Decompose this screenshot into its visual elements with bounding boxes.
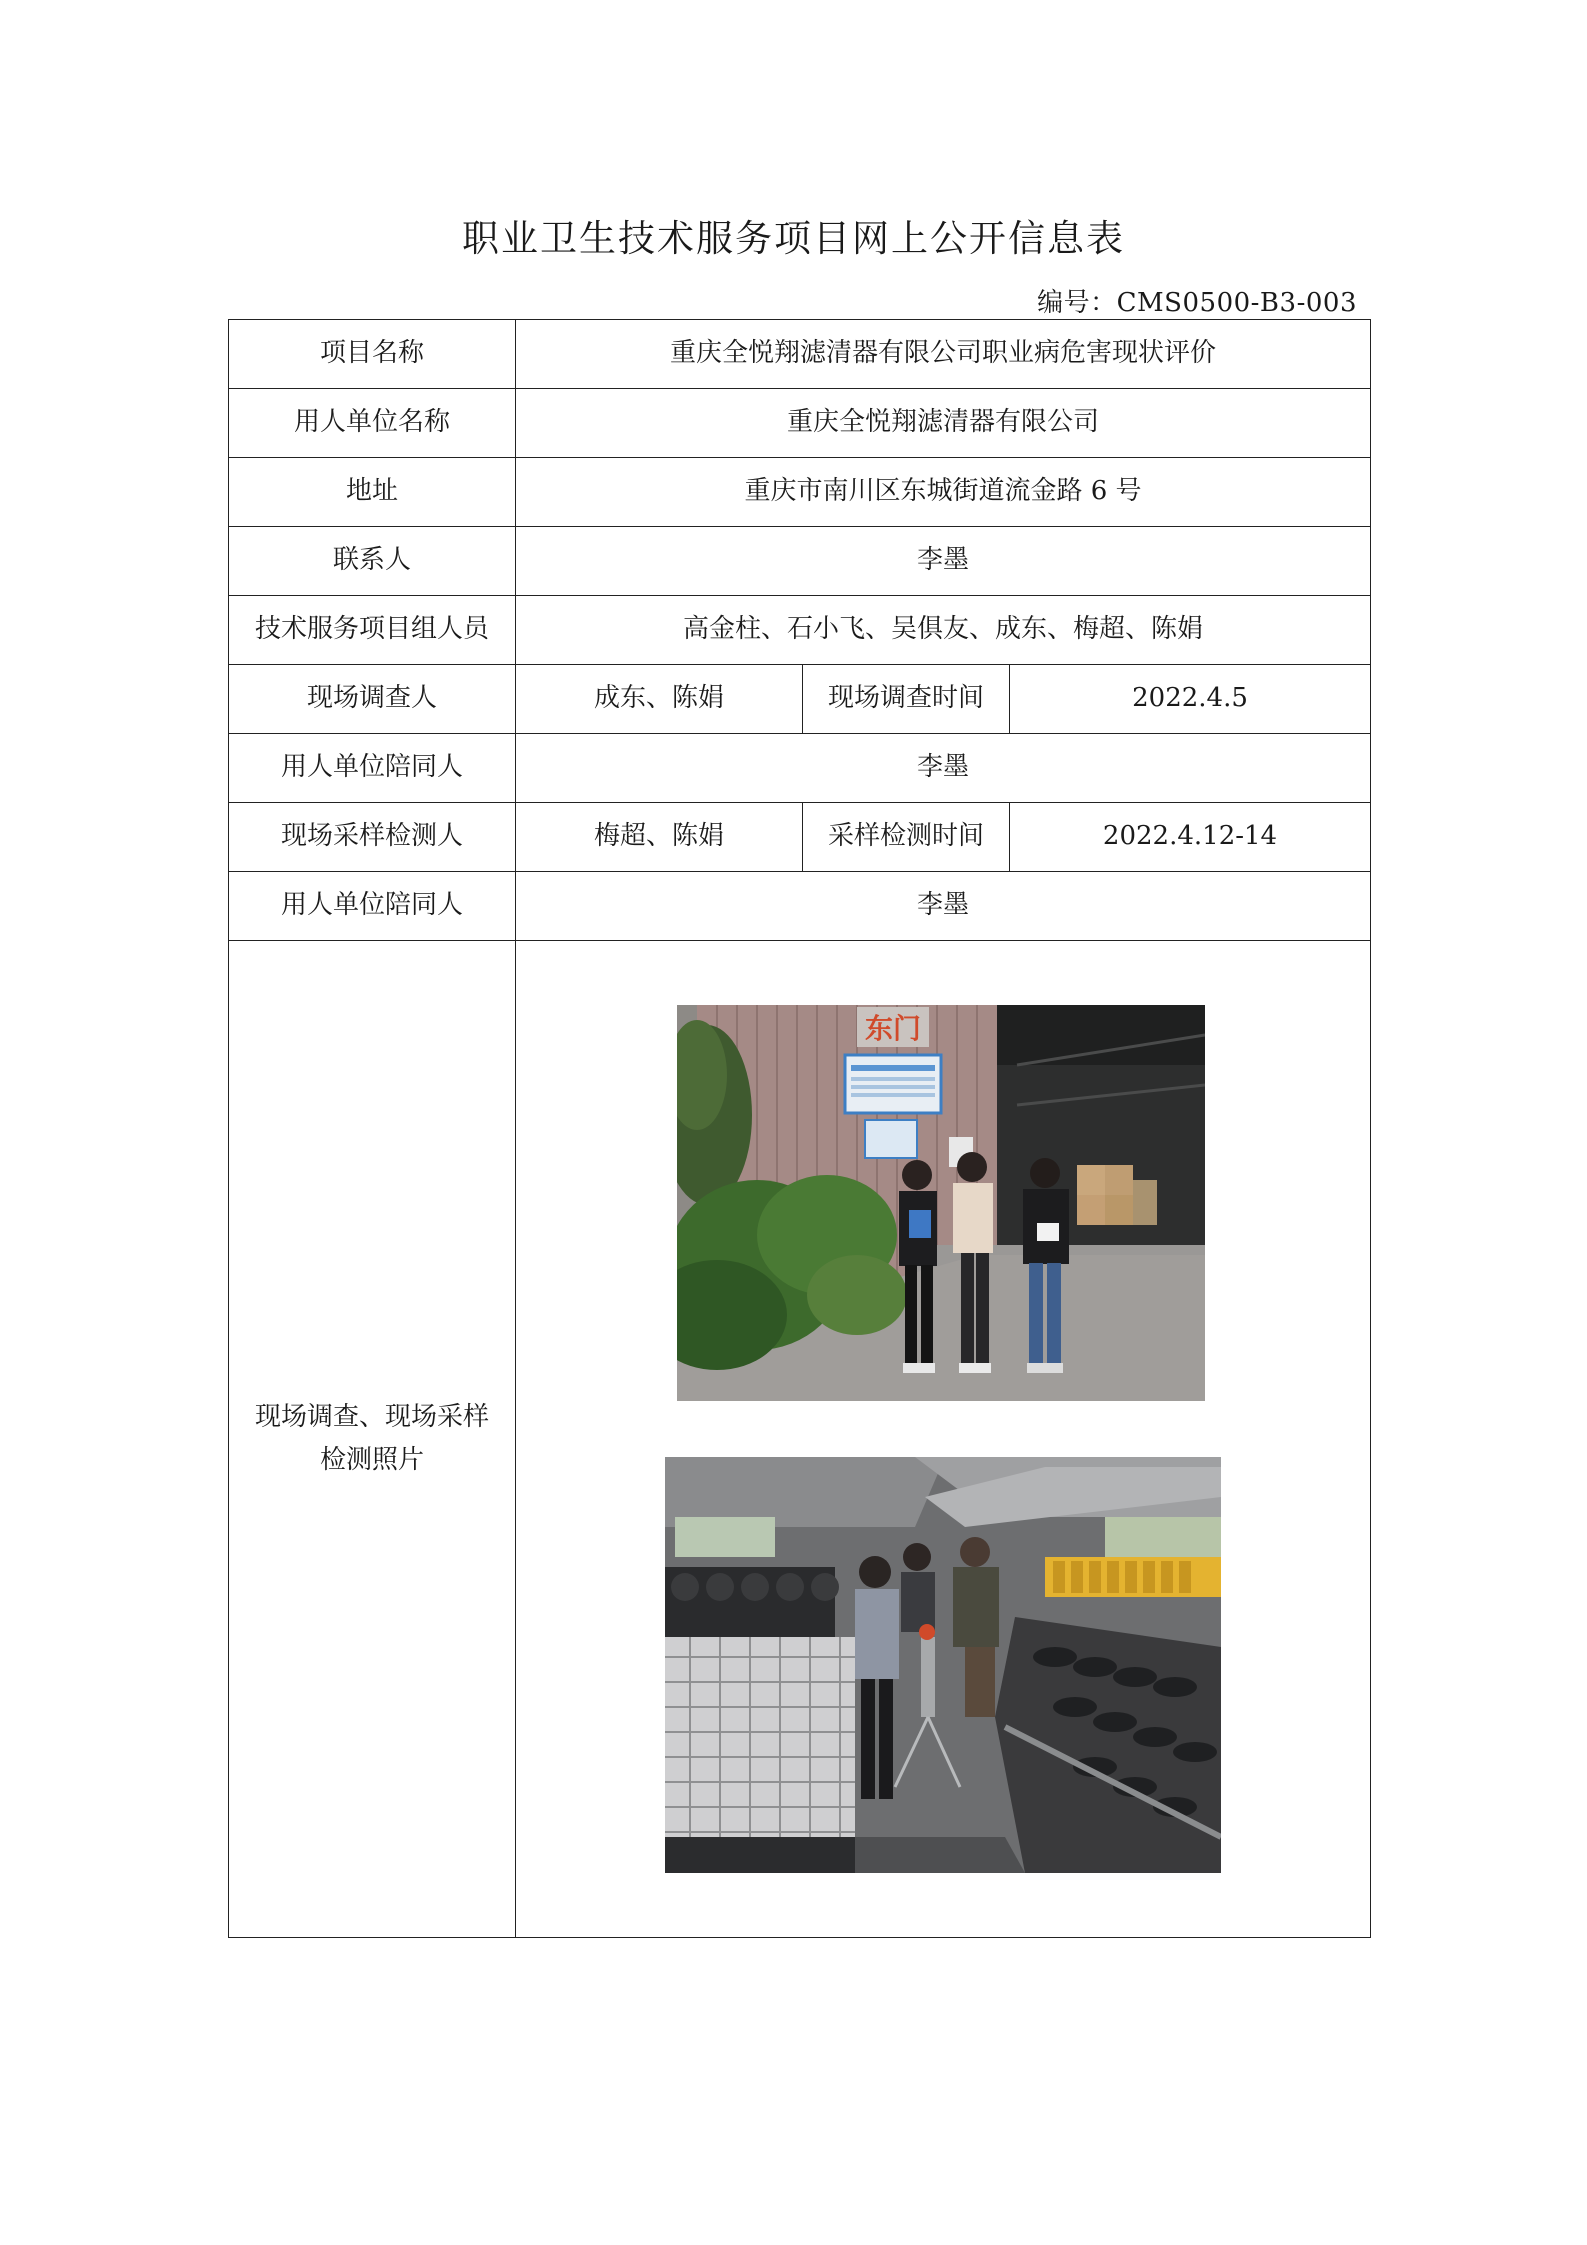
team-value: 高金柱、石小飞、吴俱友、成东、梅超、陈娟	[516, 596, 1371, 665]
sampling-escort-value: 李墨	[516, 872, 1371, 941]
survey-escort-label: 用人单位陪同人	[229, 734, 516, 803]
photos-label-line2: 检测照片	[319, 1445, 424, 1475]
employer-name-label: 用人单位名称	[229, 389, 516, 458]
row-contact	[229, 527, 1371, 596]
row-team	[229, 596, 1371, 665]
sampling-photo	[665, 1457, 1221, 1873]
address-value: 重庆市南川区东城街道流金路 6 号	[516, 458, 1371, 527]
photos-label-line1: 现场调查、现场采样	[254, 1402, 489, 1433]
project-name-value: 重庆全悦翔滤清器有限公司职业病危害现状评价	[516, 320, 1371, 389]
row-sampling	[229, 803, 1371, 872]
address-label: 地址	[229, 458, 516, 527]
contact-value: 李墨	[516, 527, 1371, 596]
photos-cell	[516, 941, 1371, 1938]
team-label: 技术服务项目组人员	[229, 596, 516, 665]
survey-label: 现场调查人	[229, 665, 516, 734]
sampling-value: 梅超、陈娟	[516, 803, 803, 872]
survey-value: 成东、陈娟	[516, 665, 803, 734]
row-sampling-escort	[229, 872, 1371, 941]
sampling-time-value: 2022.4.12-14	[1010, 803, 1371, 872]
photos-label	[229, 941, 516, 1938]
document-title: 职业卫生技术服务项目网上公开信息表	[462, 217, 1125, 260]
sampling-time-label: 采样检测时间	[803, 803, 1010, 872]
row-project-name	[229, 320, 1371, 389]
row-photos	[229, 941, 1371, 1938]
project-name-label: 项目名称	[229, 320, 516, 389]
row-survey-escort	[229, 734, 1371, 803]
survey-escort-value: 李墨	[516, 734, 1371, 803]
survey-time-label: 现场调查时间	[803, 665, 1010, 734]
document-number: 编号：CMS0500-B3-003	[1037, 288, 1357, 318]
row-employer-name	[229, 389, 1371, 458]
employer-name-value: 重庆全悦翔滤清器有限公司	[516, 389, 1371, 458]
row-survey	[229, 665, 1371, 734]
sampling-escort-label: 用人单位陪同人	[229, 872, 516, 941]
sampling-label: 现场采样检测人	[229, 803, 516, 872]
survey-photo	[677, 1005, 1205, 1401]
row-address	[229, 458, 1371, 527]
survey-photo-image	[677, 1005, 1205, 1401]
sampling-photo-image	[665, 1457, 1221, 1873]
gate-sign-text: 东门	[865, 1012, 922, 1045]
contact-label: 联系人	[229, 527, 516, 596]
info-table	[228, 319, 1371, 1938]
survey-time-value: 2022.4.5	[1010, 665, 1371, 734]
